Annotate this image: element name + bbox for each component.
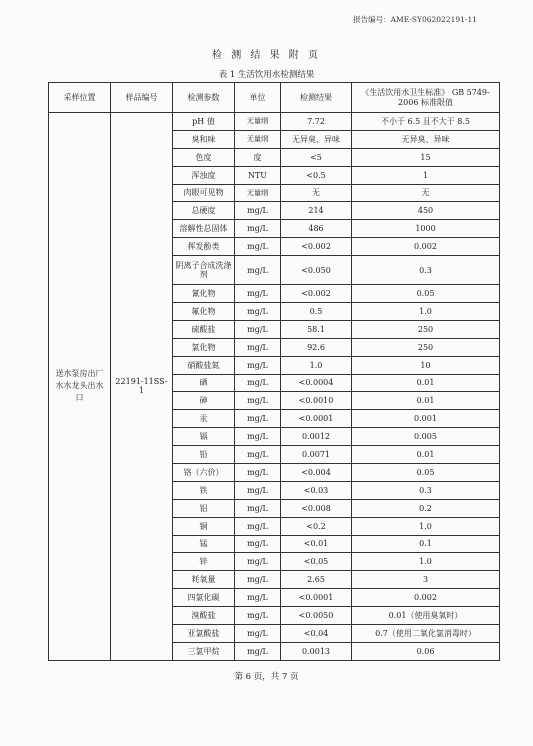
result-cell: 0.0071 — [281, 446, 352, 464]
parameter-cell: 阴离子合成洗涤剂 — [173, 256, 235, 285]
parameter-cell: 肉眼可见物 — [173, 184, 235, 202]
unit-cell: 度 — [235, 148, 281, 166]
result-cell: <0.0010 — [281, 392, 352, 410]
result-cell: 92.6 — [281, 338, 352, 356]
parameter-cell: 总硬度 — [173, 202, 235, 220]
unit-cell: mg/L — [235, 642, 281, 660]
parameter-cell: 铅 — [173, 446, 235, 464]
sampling-location-cell: 送水泵房出厂水水龙头出水口 — [49, 113, 111, 661]
header-parameter: 检测参数 — [173, 83, 235, 113]
result-cell: 0.0012 — [281, 428, 352, 446]
parameter-cell: 镉 — [173, 428, 235, 446]
unit-cell: mg/L — [235, 256, 281, 285]
unit-cell: mg/L — [235, 625, 281, 643]
limit-cell: 0.1 — [352, 535, 500, 553]
unit-cell: mg/L — [235, 238, 281, 256]
unit-cell: mg/L — [235, 285, 281, 303]
limit-cell: 0.01（使用臭氧时） — [352, 607, 500, 625]
unit-cell: mg/L — [235, 535, 281, 553]
unit-cell: mg/L — [235, 499, 281, 517]
limit-cell: 1.0 — [352, 303, 500, 321]
result-cell: 无 — [281, 184, 352, 202]
unit-cell: mg/L — [235, 356, 281, 374]
result-cell: 58.1 — [281, 320, 352, 338]
unit-cell: mg/L — [235, 607, 281, 625]
parameter-cell: 氯化物 — [173, 338, 235, 356]
unit-cell: mg/L — [235, 220, 281, 238]
results-table — [48, 82, 500, 661]
parameter-cell: 三氯甲烷 — [173, 642, 235, 660]
result-cell: 1.0 — [281, 356, 352, 374]
unit-cell: mg/L — [235, 410, 281, 428]
result-cell: <0.008 — [281, 499, 352, 517]
parameter-cell: 耗氧量 — [173, 571, 235, 589]
limit-cell: 1.0 — [352, 553, 500, 571]
limit-cell: 3 — [352, 571, 500, 589]
parameter-cell: 色度 — [173, 148, 235, 166]
limit-cell: 0.06 — [352, 642, 500, 660]
limit-cell: 0.01 — [352, 392, 500, 410]
unit-cell: mg/L — [235, 517, 281, 535]
unit-cell: 无量纲 — [235, 113, 281, 131]
limit-cell: 450 — [352, 202, 500, 220]
parameter-cell: 氟化物 — [173, 303, 235, 321]
unit-cell: NTU — [235, 166, 281, 184]
result-cell: <0.004 — [281, 464, 352, 482]
parameter-cell: 铝 — [173, 499, 235, 517]
limit-cell: 250 — [352, 320, 500, 338]
result-cell: 7.72 — [281, 113, 352, 131]
parameter-cell: 锰 — [173, 535, 235, 553]
parameter-cell: 溴酸盐 — [173, 607, 235, 625]
limit-cell: 无 — [352, 184, 500, 202]
result-cell: <0.04 — [281, 625, 352, 643]
parameter-cell: 硝酸盐氮 — [173, 356, 235, 374]
unit-cell: mg/L — [235, 553, 281, 571]
parameter-cell: 挥发酚类 — [173, 238, 235, 256]
parameter-cell: 铜 — [173, 517, 235, 535]
unit-cell: mg/L — [235, 320, 281, 338]
sample-id-cell: 22191-11SS-1 — [111, 113, 173, 661]
parameter-cell: 铬（六价） — [173, 464, 235, 482]
unit-cell: mg/L — [235, 374, 281, 392]
limit-cell: 0.7（使用二氧化氯消毒时） — [352, 625, 500, 643]
page-footer: 第 6 页，共 7 页 — [234, 672, 299, 682]
limit-cell: 0.005 — [352, 428, 500, 446]
header-result: 检测结果 — [281, 83, 352, 113]
unit-cell: mg/L — [235, 481, 281, 499]
header-sample-id: 样品编号 — [111, 83, 173, 113]
result-cell: 0.5 — [281, 303, 352, 321]
limit-cell: 0.002 — [352, 238, 500, 256]
limit-cell: 0.3 — [352, 481, 500, 499]
parameter-cell: 臭和味 — [173, 130, 235, 148]
page-title: 检 测 结 果 附 页 — [212, 50, 321, 61]
header-location: 采样位置 — [49, 83, 111, 113]
result-cell: 486 — [281, 220, 352, 238]
result-cell: <0.050 — [281, 256, 352, 285]
result-cell: <0.03 — [281, 481, 352, 499]
result-cell: <0.002 — [281, 238, 352, 256]
parameter-cell: 铁 — [173, 481, 235, 499]
limit-cell: 15 — [352, 148, 500, 166]
unit-cell: mg/L — [235, 202, 281, 220]
limit-cell: 0.2 — [352, 499, 500, 517]
limit-cell: 250 — [352, 338, 500, 356]
result-cell: 214 — [281, 202, 352, 220]
result-cell: <0.0050 — [281, 607, 352, 625]
parameter-cell: 锌 — [173, 553, 235, 571]
unit-cell: mg/L — [235, 464, 281, 482]
parameter-cell: 汞 — [173, 410, 235, 428]
parameter-cell: 硒 — [173, 374, 235, 392]
result-cell: <0.05 — [281, 553, 352, 571]
parameter-cell: pH 值 — [173, 113, 235, 131]
unit-cell: 无量纲 — [235, 184, 281, 202]
parameter-cell: 四氯化碳 — [173, 589, 235, 607]
limit-cell: 1000 — [352, 220, 500, 238]
unit-cell: mg/L — [235, 428, 281, 446]
limit-cell: 0.01 — [352, 374, 500, 392]
parameter-cell: 溶解性总固体 — [173, 220, 235, 238]
parameter-cell: 砷 — [173, 392, 235, 410]
result-cell: 无异臭、异味 — [281, 130, 352, 148]
limit-cell: 无异臭、异味 — [352, 130, 500, 148]
limit-cell: 10 — [352, 356, 500, 374]
unit-cell: mg/L — [235, 392, 281, 410]
limit-cell: 0.05 — [352, 285, 500, 303]
result-cell: <0.0004 — [281, 374, 352, 392]
unit-cell: mg/L — [235, 571, 281, 589]
result-cell: <0.2 — [281, 517, 352, 535]
unit-cell: mg/L — [235, 338, 281, 356]
table-row — [49, 113, 500, 131]
header-limit: 《生活饮用水卫生标准》 GB 5749-2006 标准限值 — [352, 83, 500, 113]
limit-cell: 1.0 — [352, 517, 500, 535]
result-cell: <5 — [281, 148, 352, 166]
table-header-row — [49, 83, 500, 113]
result-cell: 2.65 — [281, 571, 352, 589]
limit-cell: 0.001 — [352, 410, 500, 428]
unit-cell: mg/L — [235, 303, 281, 321]
header-unit: 单位 — [235, 83, 281, 113]
unit-cell: mg/L — [235, 589, 281, 607]
result-cell: 0.0013 — [281, 642, 352, 660]
limit-cell: 0.002 — [352, 589, 500, 607]
limit-cell: 不小于 6.5 且不大于 8.5 — [352, 113, 500, 131]
parameter-cell: 浑浊度 — [173, 166, 235, 184]
limit-cell: 1 — [352, 166, 500, 184]
result-cell: <0.002 — [281, 285, 352, 303]
result-cell: <0.5 — [281, 166, 352, 184]
unit-cell: 无量纲 — [235, 130, 281, 148]
limit-cell: 0.05 — [352, 464, 500, 482]
limit-cell: 0.3 — [352, 256, 500, 285]
parameter-cell: 亚氯酸盐 — [173, 625, 235, 643]
result-cell: <0.01 — [281, 535, 352, 553]
unit-cell: mg/L — [235, 446, 281, 464]
limit-cell: 0.01 — [352, 446, 500, 464]
parameter-cell: 硫酸盐 — [173, 320, 235, 338]
table-title: 表 1 生活饮用水检测结果 — [218, 70, 315, 80]
report-number: 报告编号：AME-SY062022191-11 — [353, 15, 477, 24]
result-cell: <0.0001 — [281, 589, 352, 607]
parameter-cell: 氰化物 — [173, 285, 235, 303]
result-cell: <0.0001 — [281, 410, 352, 428]
